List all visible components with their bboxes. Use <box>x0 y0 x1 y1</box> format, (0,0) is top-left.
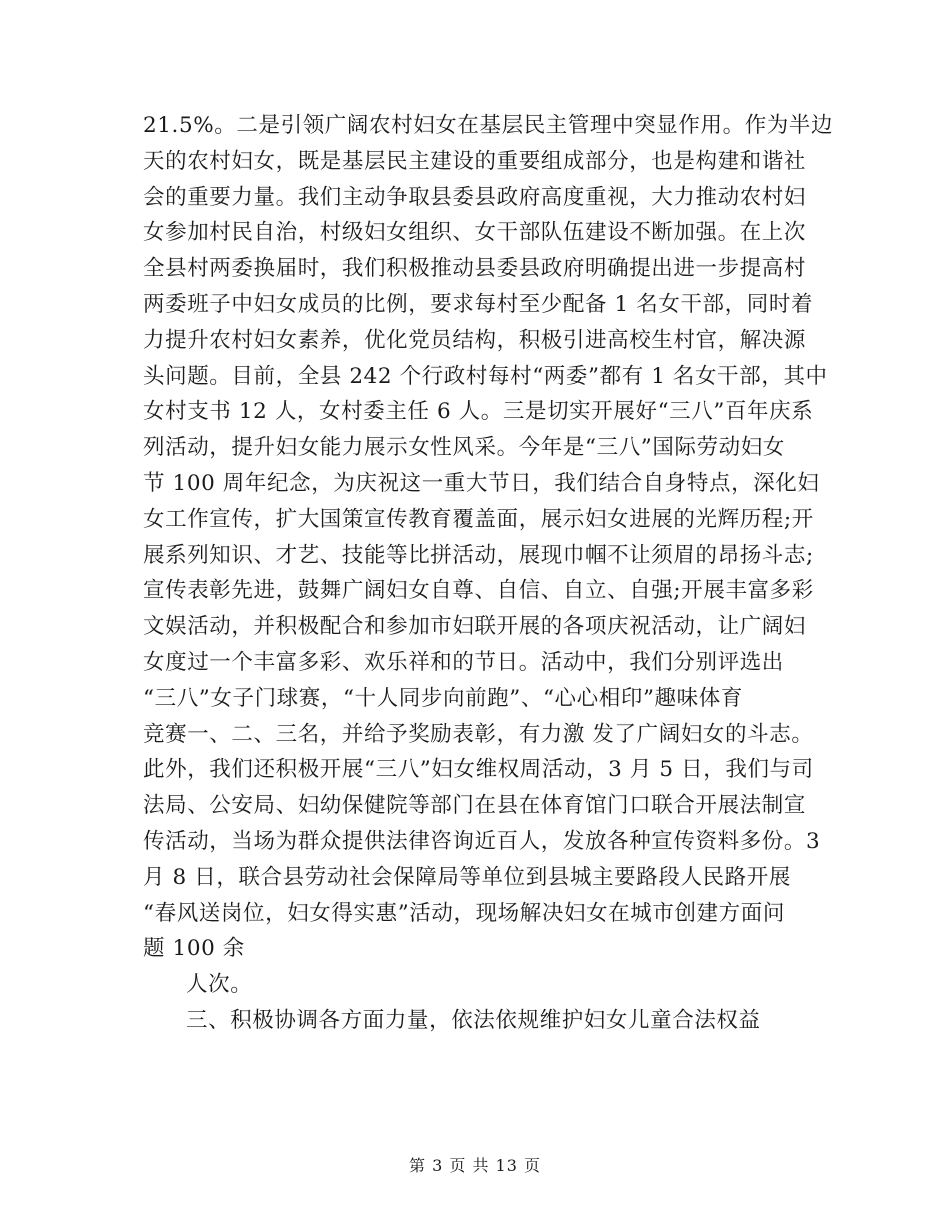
section-heading: 三、积极协调各方面力量，依法依规维护妇女儿童合法权益 <box>186 1007 761 1033</box>
paragraph-line: 女村支书 12 人，女村委主任 6 人。三是切实开展好“三八”百年庆系 <box>143 399 814 425</box>
indented-line: 人次。 <box>186 972 253 998</box>
paragraph-line: 力提升农村妇女素养，优化党员结构，积极引进高校生村官，解决源 <box>143 327 807 353</box>
paragraph-line: 女工作宣传，扩大国策宣传教育覆盖面，展示妇女进展的光辉历程;开 <box>143 506 814 532</box>
page-footer: 第 3 页 共 13 页 <box>409 1156 541 1175</box>
paragraph-line: 21.5%。二是引领广阔农村妇女在基层民主管理中突显作用。作为半边 <box>143 113 834 138</box>
paragraph-line: 会的重要力量。我们主动争取县委县政府高度重视，大力推动农村妇 <box>143 184 807 210</box>
paragraph-line: 头问题。目前，全县 242 个行政村每村“两委”都有 1 名女干部，其中 <box>143 363 828 389</box>
paragraph-line: 全县村两委换届时，我们积极推动县委县政府明确提出进一步提高村 <box>143 256 807 282</box>
paragraph-line: 竞赛一、二、三名，并给予奖励表彰，有力激 发了广阔妇女的斗志。 <box>143 721 814 747</box>
paragraph-line: “春风送岗位，妇女得实惠”活动，现场解决妇女在城市创建方面问 <box>143 900 785 926</box>
paragraph-line: 列活动，提升妇女能力展示女性风采。今年是“三八”国际劳动妇女 <box>143 435 785 461</box>
paragraph-line: 题 100 余 <box>143 936 245 962</box>
paragraph-line: “三八”女子门球赛，“十人同步向前跑”、“心心相印”趣味体育 <box>143 685 743 711</box>
paragraph-line: 文娱活动，并积极配合和参加市妇联开展的各项庆祝活动，让广阔妇 <box>143 614 807 640</box>
paragraph-line: 女度过一个丰富多彩、欢乐祥和的节日。活动中，我们分别评选出 <box>143 649 784 675</box>
paragraph-line: 天的农村妇女，既是基层民主建设的重要组成部分，也是构建和谐社 <box>143 148 807 174</box>
paragraph-line: 两委班子中妇女成员的比例，要求每村至少配备 1 名女干部，同时着 <box>143 291 814 317</box>
paragraph-line: 此外，我们还积极开展“三八”妇女维权周活动，3 月 5 日，我们与司 <box>143 757 814 783</box>
body-text <box>143 108 834 1039</box>
paragraph-line: 节 100 周年纪念，为庆祝这一重大节日，我们结合自身特点，深化妇 <box>143 470 820 496</box>
paragraph-line: 法局、公安局、妇幼保健院等部门在县在体育馆门口联合开展法制宣 <box>143 793 807 819</box>
paragraph-line: 女参加村民自治，村级妇女组织、女干部队伍建设不断加强。在上次 <box>143 220 807 246</box>
paragraph-line: 传活动，当场为群众提供法律咨询近百人，发放各种宣传资料多份。3 <box>143 828 821 854</box>
paragraph-line: 宣传表彰先进，鼓舞广阔妇女自尊、自信、自立、自强;开展丰富多彩 <box>143 578 814 604</box>
paragraph-line: 展系列知识、才艺、技能等比拼活动，展现巾帼不让须眉的昂扬斗志; <box>143 542 814 568</box>
paragraph-line: 月 8 日，联合县劳动社会保障局等单位到县城主要路段人民路开展 <box>143 864 791 890</box>
